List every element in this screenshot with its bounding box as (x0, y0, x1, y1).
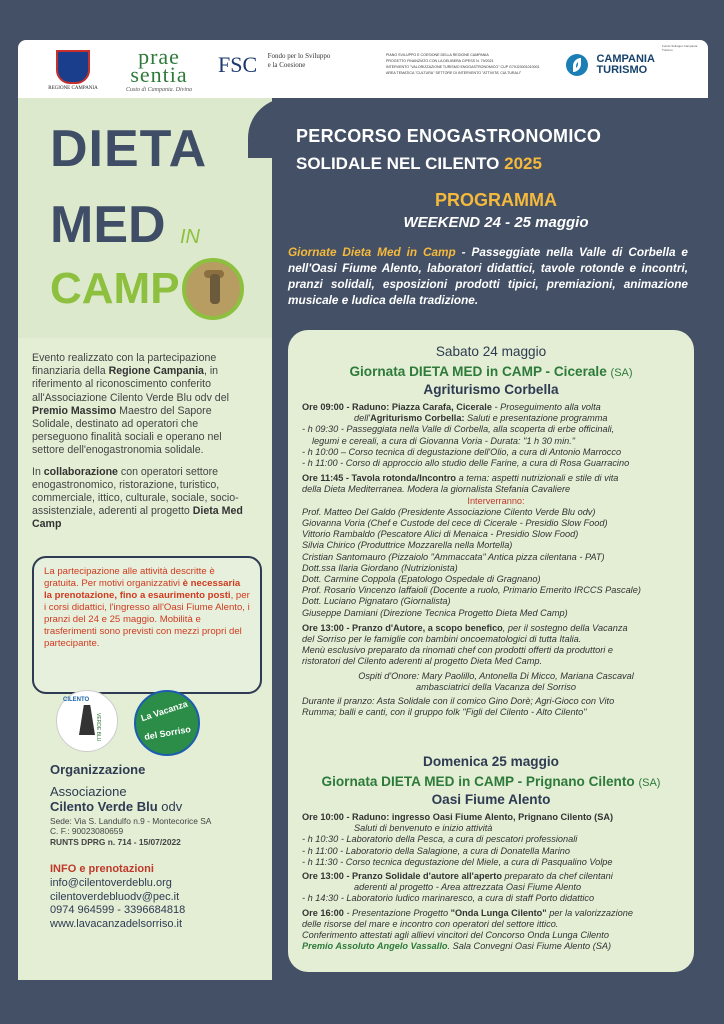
regione-shield-icon (56, 50, 90, 84)
title-year: 2025 (504, 154, 542, 173)
windmill-icon (79, 705, 95, 735)
sched-line: - h 10:30 - Laboratorio della Pesca, a cura di pescatori professionali (302, 834, 578, 845)
sched-line (302, 908, 690, 919)
sched-text: - Proseguimento alla volta (491, 402, 601, 412)
sched-line: ristoratori del Cilento aderenti al progetto Dieta Med Camp. (302, 656, 543, 667)
sched-line (302, 812, 690, 823)
notice-text: , per i corsi didattici, l'ingresso all'Oasi Fiume Alento, i pranzi del 24 e 25 maggio. Mobilità e trasferimenti sono previsti con mezzi propri del partecipante. (44, 590, 250, 649)
sched-line: legumi e cereali, a cura di Giovanna Voria - Durata: "1 h 30 min." (312, 435, 576, 446)
sched-time: Ore 10:00 (302, 812, 344, 822)
header-logos-bar (18, 40, 708, 98)
sunday-location: Oasi Fiume Alento (431, 792, 551, 807)
prae-line2: sentia (130, 62, 188, 87)
sched-line (302, 623, 690, 634)
organization-details (50, 816, 211, 847)
title-camp: CAMP (50, 264, 180, 313)
sched-line: - h 10:00 – Corso tecnica di degustazione dell'Olio, a cura di Antonio Marrocco (302, 446, 622, 457)
saturday-title (288, 364, 694, 379)
main-title-line2 (296, 154, 542, 174)
sched-text: Saluti e presentazione programma (464, 413, 608, 424)
sun-giornata: Giornata DIETA MED in CAMP - Prignano Cilento (321, 774, 639, 789)
title-dieta: DIETA (50, 120, 208, 178)
sched-bold: - Pranzo d'Autore, a scopo benefico (343, 622, 503, 633)
info-title: INFO e prenotazioni (50, 863, 154, 875)
sched-text: dell' (354, 413, 371, 424)
speaker: Vittorio Rambaldo (Pescatore Alici di Menaica - Presidio Slow Food) (302, 529, 579, 540)
desc-bold: Regione Campania (108, 365, 204, 378)
cilento-verde-blu-logo (56, 690, 118, 752)
campania-tiny: Fondo Sviluppo Campania Turismo (662, 44, 698, 52)
sched-bold: - Tavola rotonda/Incontro (343, 473, 457, 484)
speaker: Dott. Carmine Coppola (Epatologo Ospedale di Gragnano) (302, 574, 541, 585)
speaker: Cristian Santomauro (Pizzaiolo "Ammaccata" Antica pizza cilentana - PAT) (302, 551, 605, 562)
title-in: IN (180, 226, 200, 248)
desc-text: In (32, 465, 44, 478)
sched-line (302, 413, 690, 424)
sun-sa: (SA) (638, 777, 661, 789)
speaker: Dott. Luciano Pignataro (Giornalista) (302, 596, 451, 607)
contact-info (50, 877, 185, 931)
sunday-date: Domenica 25 maggio (423, 754, 559, 769)
cilento-logo-text: CILENTO (63, 697, 90, 703)
org-line1: Associazione (50, 784, 127, 799)
guests-line: Ospiti d'Onore: Mary Paolillo, Antonella Di Micco, Mariana Cascaval (358, 670, 634, 681)
campania-line1: CAMPANIA (596, 53, 655, 65)
campania-turismo-logo (566, 44, 706, 76)
sched-line: Durante il pranzo: Asta Solidale con il comico Gino Dorè; Agri-Gioco con Vito (302, 696, 615, 707)
desc-text: con operatori settore enogastronomico, ristorazione, turistico, commerciale, ittico, culturale, sociale, socio-assistenziale, aderenti al progetto (32, 465, 239, 518)
org-cf: C. F.: 90023080659 (50, 826, 124, 837)
desc-bold: Premio Massimo (32, 404, 117, 417)
sched-line: Conferimento attestati agli allievi vincitori del Concorso Onda Lunga Cilento (302, 930, 609, 941)
sched-green: Premio Assoluto Angelo Vassallo (302, 941, 448, 952)
fsc-text: FSC (218, 52, 258, 77)
speaker: Silvia Chirico (Produttrice Mozzarella nella Mortella) (302, 540, 513, 551)
sched-time: Ore 16:00 (302, 907, 344, 918)
regione-caption: REGIONE CAMPANIA (48, 86, 98, 91)
desc-text: , in riferimento al riconoscimento conferito all'Associazione Cilento Verde Blu odv del (32, 365, 229, 404)
sched-line: delle risorse del mare e incontro con operatori del settore ittico. (302, 918, 559, 929)
regione-campania-logo (48, 50, 98, 91)
sched-bold: - Raduno: ingresso Oasi Fiume Alento, Prignano Cilento (SA) (343, 812, 614, 822)
saturday-location: Agriturismo Corbella (423, 382, 559, 397)
sched-time: Ore 13:00 (302, 871, 344, 882)
website-link[interactable]: www.lavacanzadelsorriso.it (50, 917, 183, 930)
title2-text: SOLIDALE NEL CILENTO (296, 154, 505, 173)
sched-line: Menù esclusivo preparato da rinomati chef con prodotti offerti da produttori e (302, 645, 614, 656)
intro-rest: - Passeggiate nella Valle di Corbella e nell'Oasi Fiume Alento, laboratori didattici, tavole rotonde e incontri, pranzi solidali, esposizioni prodotti tipici, premiazioni, animazione musicale e ludica della tradizione. (288, 245, 688, 307)
sched-line: - h 11:00 - Laboratorio della Salagione, a cura di Donatella Marino (302, 845, 570, 856)
praesentia-logo (114, 44, 204, 93)
sched-bold: - Raduno: Piazza Carafa, Cicerale (343, 402, 492, 412)
sunday-title (288, 774, 694, 789)
sched-text: a tema: aspetti nutrizionali e stile di vita (456, 473, 619, 484)
prae-sub: Custo di Campania. Divina (125, 87, 192, 93)
sched-time: Ore 13:00 (302, 622, 344, 633)
weekend-dates: WEEKEND 24 - 25 maggio (403, 214, 589, 231)
sched-line: del Sorriso per le famiglie con bambini oncoematologici di tutta Italia. (302, 634, 582, 645)
title-med: MED (50, 196, 166, 254)
speaker: Prof. Rosario Vincenzo Iaffaioli (Docente a ruolo, Primario Emerito IRCCS Pascale) (302, 585, 641, 596)
email-link[interactable]: info@cilentoverdeblu.org (50, 877, 172, 889)
sched-line (302, 871, 690, 882)
fsc-sub1: Fondo per lo Sviluppo (267, 52, 331, 60)
speaker: Giuseppe Damiani (Direzione Tecnica Progetto Dieta Med Camp) (302, 607, 568, 618)
intro-text (288, 244, 688, 308)
saturday-date: Sabato 24 maggio (435, 344, 547, 359)
sched-time: Ore 09:00 (302, 402, 344, 412)
speaker: Dott.ssa Ilaria Giordano (Nutrizionista) (302, 562, 458, 573)
desc-bold: collaborazione (43, 465, 118, 478)
fsc-logo (218, 52, 388, 78)
info-line: INTERVENTO "VALORIZZAZIONE TURISMO ENOGASTRONOMICO" CUP G79J23001010001 (386, 65, 540, 69)
notice-bold: è necessaria la prenotazione, fino a esaurimento posti (44, 578, 241, 601)
notice-text: La partecipazione alle attività descritte è gratuita. Per motivi organizzativi (44, 566, 215, 589)
sched-line: - h 11:30 - Corso tecnica degustazione del Miele, a cura di Pasqualino Volpe (302, 856, 613, 867)
sched-bold: Agriturismo Corbella: (370, 413, 465, 424)
org-runts: RUNTS DPRG n. 714 - 15/07/2022 (50, 836, 181, 847)
intro-highlight: Giornate Dieta Med in Camp (288, 245, 456, 259)
funding-info (386, 52, 576, 76)
sched-text: , per il sostegno della Vacanza (502, 622, 628, 633)
info-line: PROGETTO FINANZIATO CON LA DELIBERA CIPESS N. 79/2021 (386, 59, 494, 63)
prae-line1: prae (138, 44, 180, 69)
farmer-photo (182, 258, 244, 320)
sched-line (302, 941, 690, 952)
sched-text: per la valorizzazione (546, 907, 633, 918)
campania-line2: TURISMO (596, 64, 648, 76)
campania-turismo-icon (566, 54, 588, 76)
sched-line: della Dieta Mediterranea. Modera la giornalista Stefania Cavaliere (302, 484, 571, 495)
programma-heading: PROGRAMMA (435, 190, 557, 210)
main-title-line1: PERCORSO ENOGASTRONOMICO (296, 126, 602, 146)
farmer-figure-icon (210, 274, 220, 304)
sched-bold: - Pranzo Solidale d'autore all'aperto (343, 871, 502, 882)
sched-text: - Presentazione Progetto (343, 907, 451, 918)
saturday-schedule (302, 402, 690, 718)
organization-name (50, 784, 182, 814)
sched-line: aderenti al progetto - Area attrezzata Oasi Fiume Alento (354, 882, 582, 893)
vacanza-del-sorriso-logo (134, 690, 200, 756)
fsc-sub2: e la Coesione (267, 61, 306, 69)
info-line: AREA TEMATICA "CULTURA" SETTORE DI INTERVENTO "ATTIVITA' CULTURALI" (386, 71, 522, 75)
sunday-schedule (302, 812, 690, 952)
cilento-logo-side: VERDE BLU (95, 713, 101, 742)
speaker: Giovanna Voria (Chef e Custode del cece di Cicerale - Presidio Slow Food) (302, 518, 608, 529)
sched-line (302, 473, 690, 484)
sched-line (302, 402, 690, 413)
pec-email-link[interactable]: cilentoverdebluodv@pec.it (50, 890, 180, 903)
sat-sa: (SA) (610, 367, 633, 379)
booking-notice (32, 556, 262, 694)
info-line: PIANO SVILUPPO E COESIONE DELLA REGIONE CAMPANIA (386, 53, 489, 57)
vacanza-logo-text2: del Sorriso (143, 723, 192, 743)
org-name: Cilento Verde Blu (50, 799, 158, 814)
sched-line: Saluti di benvenuto e inizio attività (354, 823, 493, 834)
vacanza-logo-text1: La Vacanza (139, 698, 189, 724)
speaker: Prof. Matteo Del Galdo (Presidente Associazione Cilento Verde Blu odv) (302, 506, 596, 517)
phone-number[interactable]: 0974 964599 - 3396684818 (50, 904, 186, 917)
desc-bold: Dieta Med Camp (32, 505, 243, 531)
desc-text: Evento realizzato con la partecipazione finanziaria della (32, 352, 217, 378)
desc-text: Maestro del Sapore Solidale, destinato ad operatori che perseguono finalità sociali e operano nel settore dell'enogastronomia solidale. (32, 404, 222, 457)
sched-line: - h 11:00 - Corso di approccio allo studio delle Farine, a cura di Rosa Guarracino (302, 458, 630, 469)
sched-line: - h 14:30 - Laboratorio ludico marinaresco, a cura di staff Porto didattico (302, 893, 595, 904)
event-description (32, 352, 252, 532)
sched-line: Rumma; balli e canti, con il gruppo folk "Figli del Cilento - Alto Cilento" (302, 707, 587, 718)
sched-time: Ore 11:45 (302, 473, 344, 484)
sat-giornata: Giornata DIETA MED in CAMP - Cicerale (349, 364, 611, 379)
speakers-heading: Interverranno: (467, 495, 525, 506)
sched-bold: "Onda Lunga Cilento" (450, 907, 547, 918)
org-address: Sede: Via S. Landulfo n.9 - Montecorice SA (50, 816, 212, 826)
guests-line: ambasciatrici della Vacanza del Sorriso (415, 681, 576, 692)
sched-line: - h 09:30 - Passeggiata nella Valle di Corbella, alla scoperta di erbe officinali, (302, 424, 615, 435)
org-odv: odv (157, 799, 183, 814)
sched-text: . Sala Convegni Oasi Fiume Alento (SA) (447, 941, 612, 952)
organization-title: Organizzazione (50, 762, 146, 777)
sched-text: preparato da chef cilentani (501, 871, 613, 882)
